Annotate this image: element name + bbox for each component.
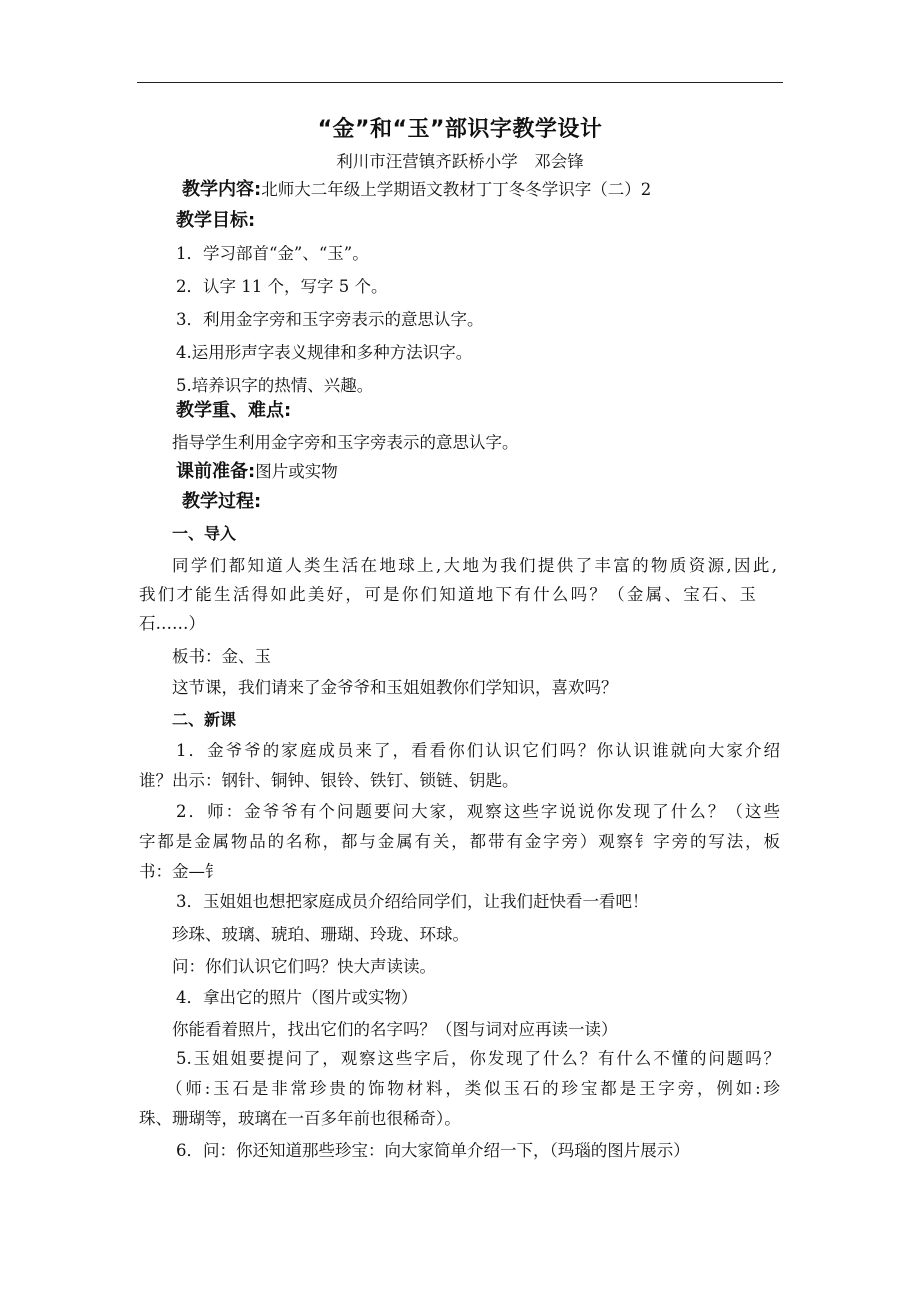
- paragraph-line: 4．拿出它的照片（图片或实物）: [176, 988, 418, 1007]
- paragraph-line: 石……）: [139, 614, 205, 633]
- objective-item: 5.培养识字的热情、兴趣。: [176, 376, 374, 395]
- paragraph-line: 谁？出示：钢针、铜钟、银铃、铁钉、锁链、钥匙。: [139, 771, 519, 790]
- content-text: 北师大二年级上学期语文教材丁丁冬冬学识字（二）2: [261, 180, 652, 199]
- paragraph-line: 1．金爷爷的家庭成员来了，看看你们认识它们吗？你认识谁就向大家介绍: [176, 741, 780, 760]
- preparation-text: 图片或实物: [255, 462, 338, 481]
- key-points-heading: 教学重、难点:: [176, 400, 292, 421]
- header-rule: [137, 82, 783, 83]
- paragraph-line: 书：金—钅: [139, 862, 222, 881]
- page-title: “金”和“玉”部识字教学设计: [317, 117, 603, 142]
- paragraph-line: 我们才能生活得如此美好，可是你们知道地下有什么吗？（金属、宝石、玉: [139, 585, 756, 604]
- paragraph-line: 你能看着照片，找出它们的名字吗？（图与词对应再读一读）: [172, 1020, 618, 1039]
- paragraph-line: 这节课，我们请来了金爷爷和玉姐姐教你们学知识，喜欢吗？: [172, 678, 618, 697]
- preparation-label: 课前准备:: [176, 461, 256, 482]
- content-label: 教学内容:: [182, 179, 262, 200]
- paragraph-line: 问：你们认识它们吗？快大声读读。: [172, 957, 436, 976]
- content-line: [182, 179, 651, 201]
- paragraph-line: 珠、珊瑚等，玻璃在一百多年前也很稀奇）。: [139, 1109, 461, 1128]
- preparation-line: [176, 461, 338, 483]
- paragraph-line: 2．师：金爷爷有个问题要问大家，观察这些字说说你发现了什么？（这些: [176, 802, 780, 821]
- section-heading: 二、新课: [172, 710, 237, 729]
- paragraph-line: （师:玉石是非常珍贵的饰物材料，类似玉石的珍宝都是王字旁，例如:珍: [166, 1079, 780, 1098]
- paragraph-line: 3．玉姐姐也想把家庭成员介绍给同学们，让我们赶快看一看吧！: [176, 892, 649, 911]
- section-heading: 一、导入: [172, 524, 237, 543]
- objective-item: 2．认字 11 个，写字 5 个。: [176, 277, 388, 296]
- author-line: 利川市汪营镇齐跃桥小学 邓会锋: [336, 152, 584, 171]
- paragraph-line: 同学们都知道人类生活在地球上,大地为我们提供了丰富的物质资源,因此,: [172, 556, 777, 575]
- objective-item: 4.运用形声字表义规律和多种方法识字。: [176, 343, 473, 362]
- objectives-heading: 教学目标:: [176, 210, 256, 231]
- paragraph-line: 6．问：你还知道那些珍宝：向大家简单介绍一下，（玛瑙的图片展示）: [176, 1141, 690, 1160]
- key-points-text: 指导学生利用金字旁和玉字旁表示的意思认字。: [172, 433, 519, 452]
- paragraph-line: 字都是金属物品的名称，都与金属有关，都带有金字旁）观察钅字旁的写法，板: [139, 832, 780, 851]
- paragraph-line: 珍珠、玻璃、琥珀、珊瑚、玲珑、环球。: [172, 925, 469, 944]
- objective-item: 1．学习部首“金”、“玉”。: [176, 244, 369, 263]
- process-heading: 教学过程:: [182, 491, 262, 512]
- objective-item: 3．利用金字旁和玉字旁表示的意思认字。: [176, 310, 484, 329]
- paragraph-line: 板书：金、玉: [172, 647, 271, 666]
- paragraph-line: 5.玉姐姐要提问了，观察这些字后，你发现了什么？有什么不懂的问题吗？: [176, 1049, 780, 1068]
